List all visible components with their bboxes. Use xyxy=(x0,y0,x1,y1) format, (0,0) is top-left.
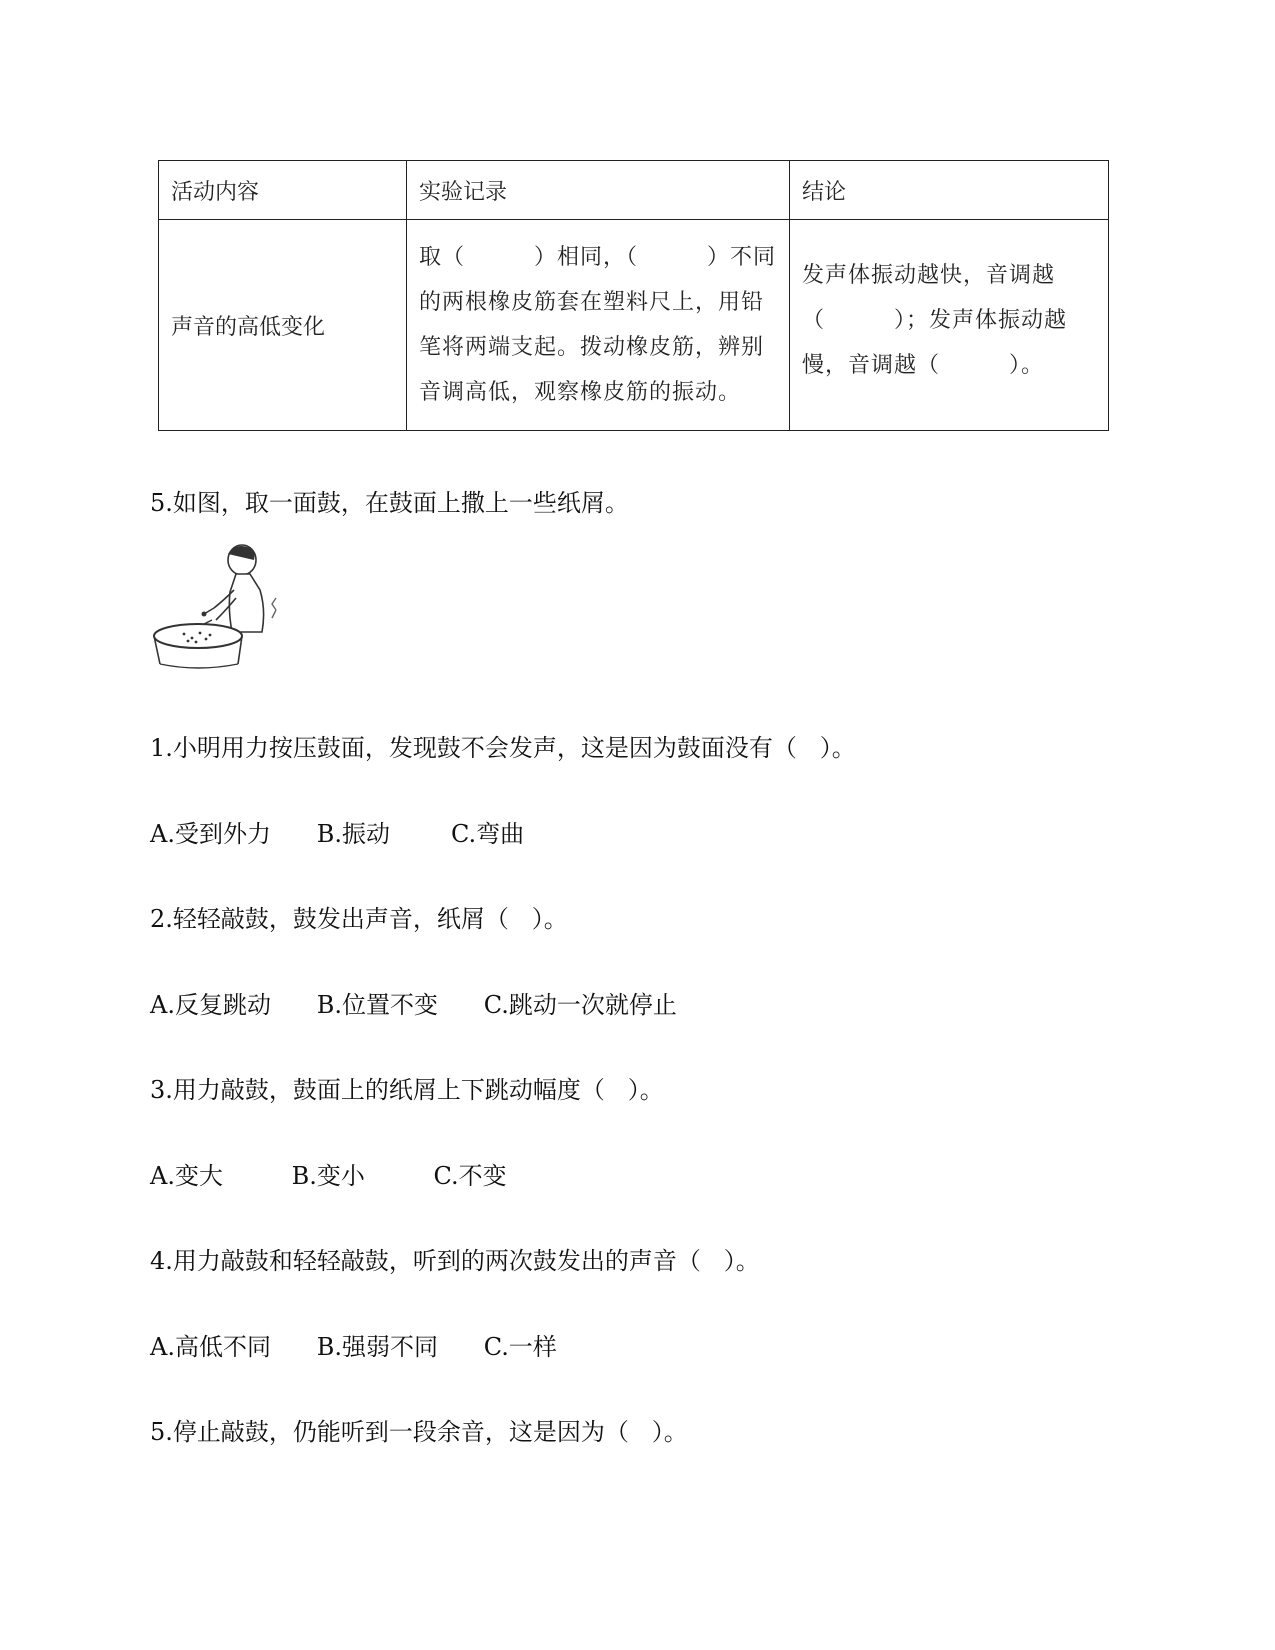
cell-conclusion: 发声体振动越快，音调越（ ）；发声体振动越慢，音调越（ ）。 xyxy=(790,220,1109,431)
cell-record: 取（ ）相同，（ ）不同的两根橡皮筋套在塑料尺上，用铅笔将两端支起。拨动橡皮筋，辨别音调高低，观察橡皮筋的振动。 xyxy=(407,220,790,431)
question-2-stem: 2.轻轻敲鼓，鼓发出声音，纸屑（ ）。 xyxy=(150,905,568,933)
question-3-stem: 3.用力敲鼓，鼓面上的纸屑上下跳动幅度（ ）。 xyxy=(150,1076,664,1104)
header-record: 实验记录 xyxy=(407,161,790,220)
header-activity: 活动内容 xyxy=(159,161,407,220)
cell-activity: 声音的高低变化 xyxy=(159,220,407,431)
question-5-stem: 5.停止敲鼓，仍能听到一段余音，这是因为（ ）。 xyxy=(150,1418,688,1446)
header-conclusion: 结论 xyxy=(790,161,1109,220)
table-row xyxy=(159,220,1109,431)
question-4-stem: 4.用力敲鼓和轻轻敲鼓，听到的两次鼓发出的声音（ ）。 xyxy=(150,1247,760,1275)
question-2-options: A.反复跳动 B.位置不变 C.跳动一次就停止 xyxy=(150,991,677,1019)
question-1-stem: 1.小明用力按压鼓面，发现鼓不会发声，这是因为鼓面没有（ ）。 xyxy=(150,734,856,762)
question-4-options: A.高低不同 B.强弱不同 C.一样 xyxy=(150,1333,557,1361)
question-1-options: A.受到外力 B.振动 C.弯曲 xyxy=(150,820,525,848)
experiment-table xyxy=(158,160,1109,431)
drum-figure xyxy=(150,540,300,670)
table-header-row xyxy=(159,161,1109,220)
question-5-intro: 5.如图，取一面鼓，在鼓面上撒上一些纸屑。 xyxy=(150,489,629,517)
question-3-options: A.变大 B.变小 C.不变 xyxy=(150,1162,507,1190)
